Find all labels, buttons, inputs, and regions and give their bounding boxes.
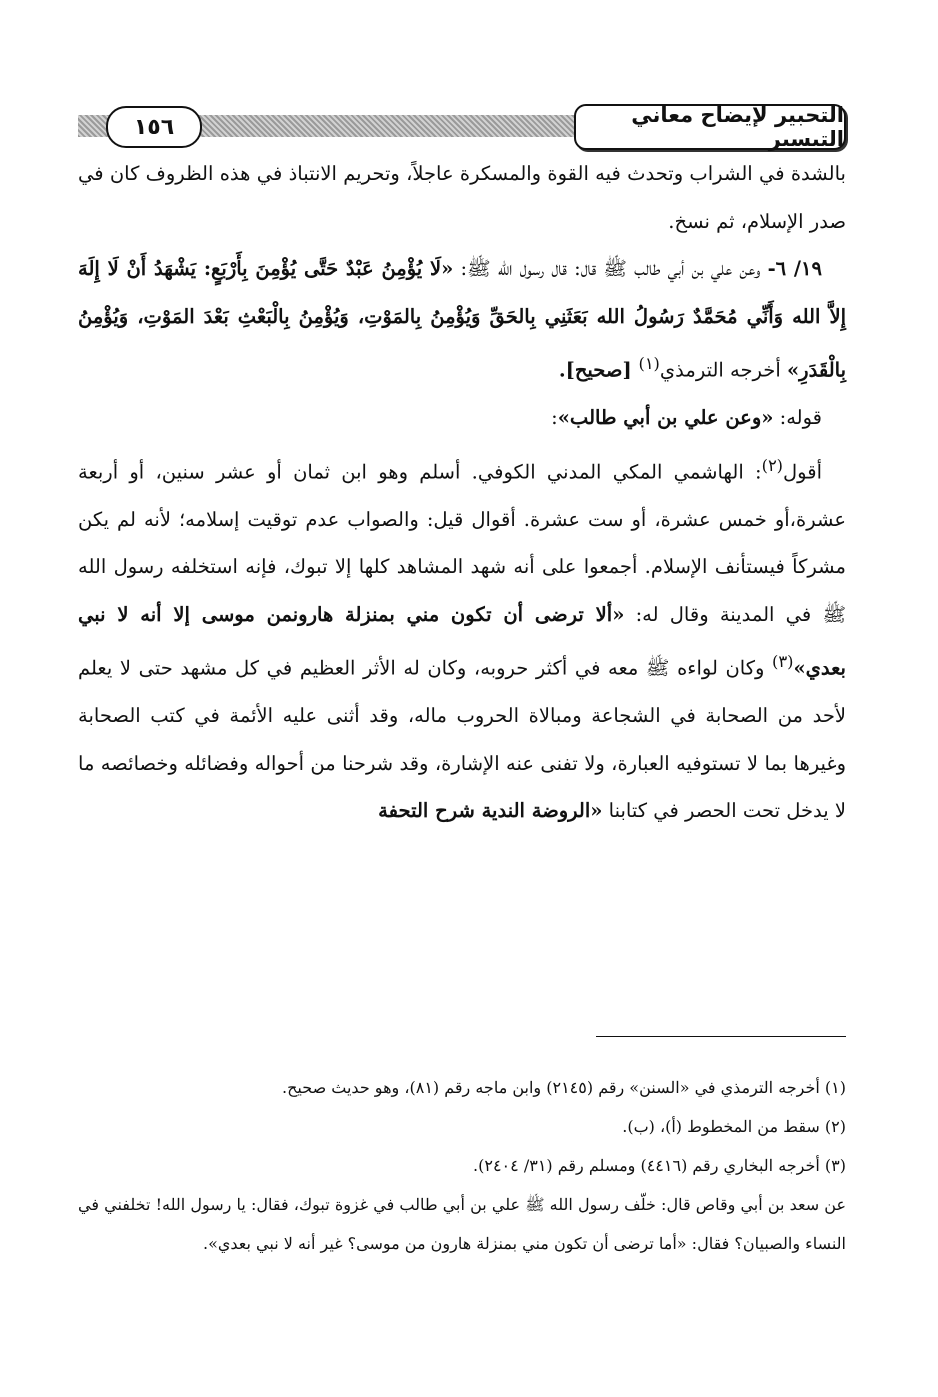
hadith-paragraph [78, 245, 846, 394]
quoted-hadith: «ألا ترضى أن تكون مني بمنزلة هارونمن موسى إلا أنه لا نبي بعدي» [78, 602, 846, 680]
footnote-3-continuation: عن سعد بن أبي وقاص قال: خلّف رسول الله ﷺ علي بن أبي طالب في غزوة تبوك، فقال: يا رسول الله! تخلفني في النساء والصبيان؟ فقال: «أما ترضى أن تكون مني بمنزلة هارون من موسى؟ غير أنه لا نبي بعدي». [78, 1195, 846, 1253]
paragraph-continuation: بالشدة في الشراب وتحدث فيه القوة والمسكرة عاجلاً، وتحريم الانتباذ في هذه الظروف كان في صدر الإسلام، ثم نسخ. [78, 162, 846, 233]
footnote-1: (١) أخرجه الترمذي في «السنن» رقم (٢١٤٥) وابن ماجه رقم (٨١)، وهو حديث صحيح. [282, 1078, 846, 1097]
footnote-2: (٢) سقط من المخطوط (أ)، (ب). [622, 1117, 846, 1136]
commentary-text: : الهاشمي المكي المدني الكوفي. أسلم وهو ابن ثمان أو عشر سنين، أو أربعة عشرة،أو خمس عشرة، أو ست عشرة. أقوال قيل: والصواب عدم توقيت إسلامه؛ لأنه لم يكن مشركاً فيستأنف الإسلام. أجمعوا على أنه شهد المشاهد كلها إلا تبوك، فإنه استخلفه رسول الله ﷺ في المدينة وقال له: [78, 460, 847, 626]
hadith-grade: [صحيح]. [558, 358, 639, 382]
commentary-colon: : [551, 406, 558, 429]
footnote-ref-3: (٣) [772, 652, 794, 671]
commentary-text-2: وكان لواءه ﷺ معه في أكثر حروبه، وكان له الأثر العظيم في كل مشهد حتى لا يعلم لأحد من الصحابة في الشجاعة ومبالاة الحروب ماله، وقد أثنى عليه الأئمة في كتب الصحابة وغيرها بما لا تستوفيه العبارة، ولا تفنى عنه الإشارة، وقد شرحنا من أحواله وفضائله وخصائصه ما لا يدخل تحت الحصر في كتابنا [78, 656, 846, 822]
hadith-number: ١٩/ ٦- [767, 257, 822, 280]
footnote-ref-2: (٢) [761, 455, 784, 475]
footnote-separator [596, 1036, 846, 1037]
page-number: ١٥٦ [106, 106, 202, 148]
commentary-heading [78, 394, 846, 442]
hadith-intro: وعن علي بن أبي طالب ﷺ قال: قال رسول الله ﷺ: [453, 257, 768, 280]
hadith-source: أخرجه الترمذي [659, 358, 787, 382]
footnote-ref-1: (١) [638, 354, 660, 373]
main-text [78, 150, 846, 835]
footnotes [78, 1068, 846, 1263]
page-header [78, 104, 846, 150]
hadith-text: «لَا يُؤْمِنُ عَبْدٌ حَتَّى يُؤْمِنَ بِأَرْبَعٍ: يَشْهَدُ أَنْ لَا إِلَهَ إِلاَّ الله وَأَنِّي مُحَمَّدٌ رَسُولُ الله بَعَثَنِي بِالحَقِّ وَيُؤْمِنُ بِالمَوْتِ، وَيُؤْمِنُ بِالْبَعْثِ بَعْدَ المَوْتِ، وَيُؤْمِنُ بِالْقَدَرِ» [78, 257, 846, 382]
commentary-label: قوله: [773, 406, 822, 429]
commentary-start: أقول [783, 460, 822, 483]
book-reference: «الروضة الندية شرح التحفة [378, 799, 603, 822]
book-title: التحبير لإيضاح معاني التيسير [574, 104, 846, 150]
commentary-quote: «وعن علي بن أبي طالب» [557, 406, 774, 429]
commentary-paragraph [78, 442, 846, 835]
footnote-3: (٣) أخرجه البخاري رقم (٤٤١٦) ومسلم رقم (٣١/ ٢٤٠٤). [473, 1156, 846, 1175]
